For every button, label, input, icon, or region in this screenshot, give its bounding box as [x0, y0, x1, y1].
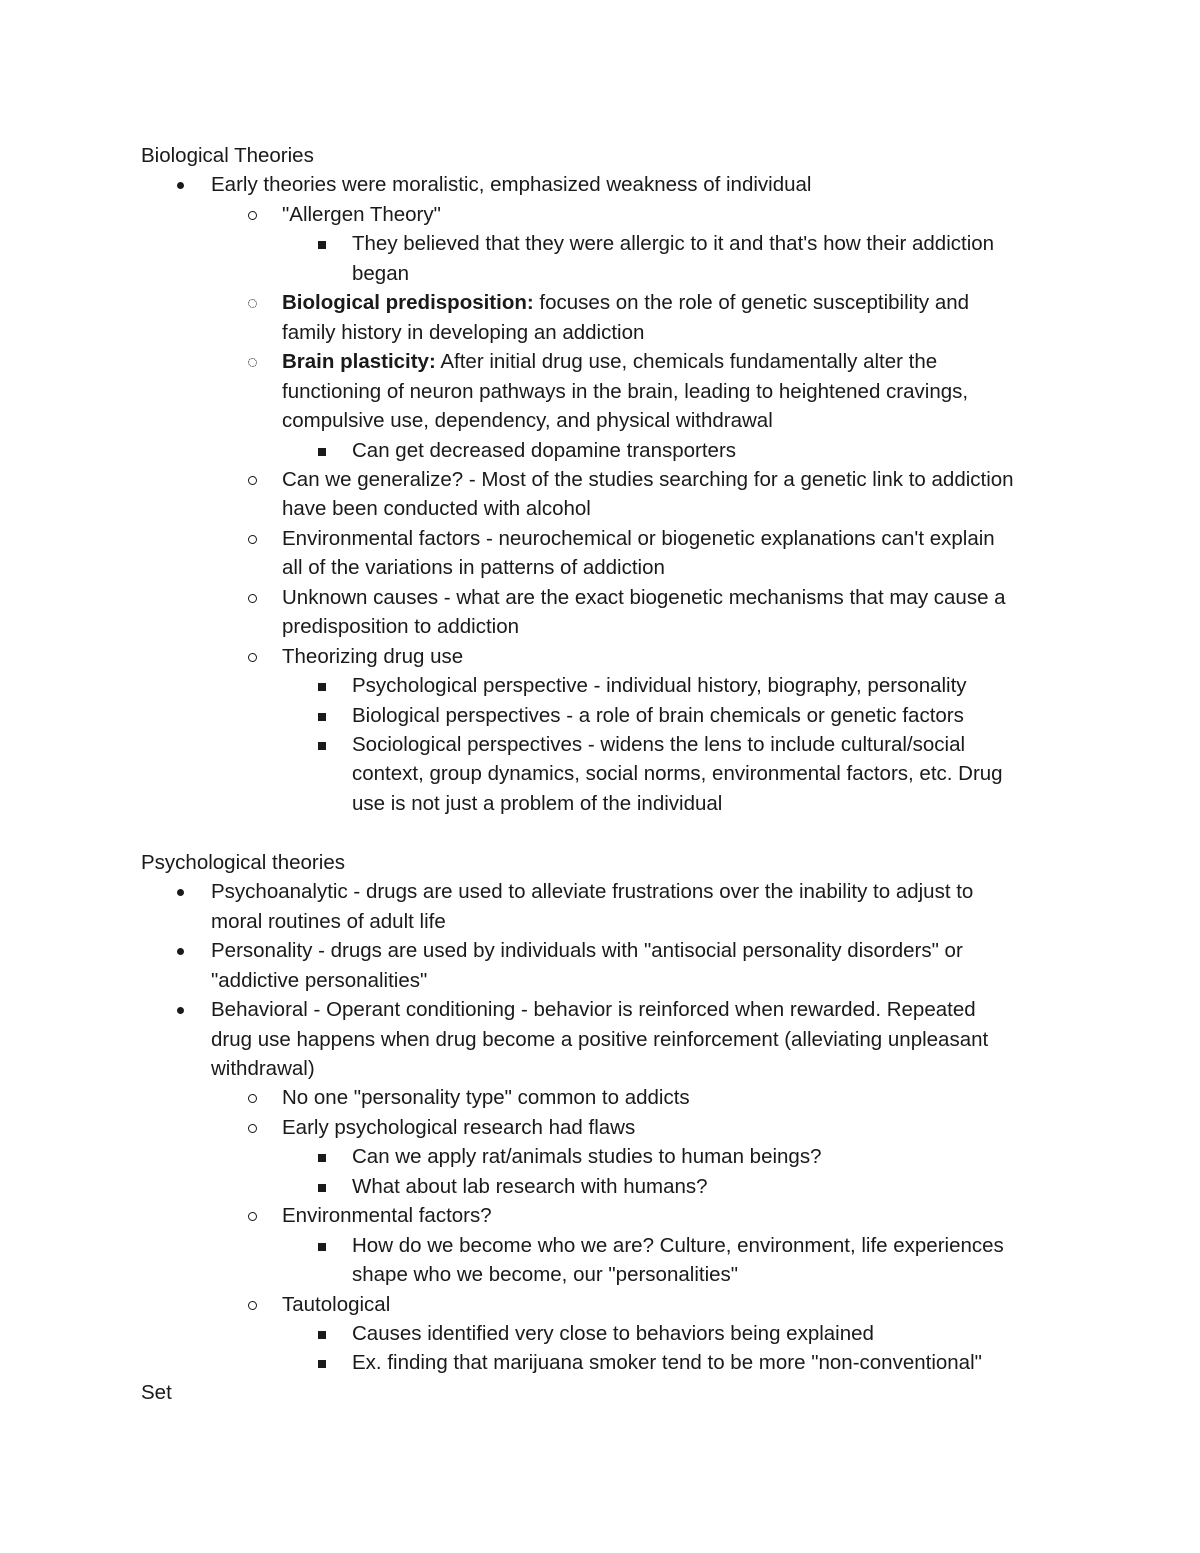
list-item-text — [282, 406, 773, 436]
list-item-body: began — [352, 261, 410, 285]
list-item-text — [282, 1083, 690, 1113]
list-item-body: They believed that they were allergic to it and that's how their addiction — [352, 232, 995, 256]
list-item-continuation — [0, 759, 1200, 789]
list-item-text — [282, 465, 1014, 495]
list-item-text — [352, 1348, 982, 1378]
bullet-circle-icon — [248, 1094, 257, 1103]
list-item — [0, 701, 1200, 731]
list-item — [0, 877, 1200, 907]
list-item-body: Can we generalize? - Most of the studies searching for a genetic link to addiction — [282, 467, 1014, 491]
list-item — [0, 583, 1200, 613]
list-item-body: predisposition to addiction — [282, 615, 520, 639]
list-item-body: Personality - drugs are used by individuals with "antisocial personality disorders" or — [211, 939, 963, 963]
list-item-text — [352, 1260, 738, 1290]
list-item-continuation — [0, 612, 1200, 642]
list-item — [0, 1290, 1200, 1320]
list-item — [0, 524, 1200, 554]
list-item-continuation — [0, 377, 1200, 407]
bullet-disc-icon — [177, 1007, 184, 1014]
list-item — [0, 671, 1200, 701]
bullet-square-icon — [318, 1154, 326, 1162]
list-item — [0, 936, 1200, 966]
list-item — [0, 642, 1200, 672]
list-item-body: drug use happens when drug become a positive reinforcement (alleviating unpleasant — [211, 1027, 989, 1051]
list-item-body: Early psychological research had flaws — [282, 1115, 636, 1139]
list-item — [0, 1319, 1200, 1349]
bullet-circle-icon — [248, 535, 257, 544]
list-item-text — [352, 259, 409, 289]
list-item-body: "Allergen Theory" — [282, 202, 441, 226]
list-item-body: functioning of neuron pathways in the brain, leading to heightened cravings, — [282, 379, 969, 403]
list-item-text — [282, 318, 644, 348]
list-item-body: compulsive use, dependency, and physical withdrawal — [282, 409, 773, 433]
list-item-text — [282, 1201, 492, 1231]
list-item-body: How do we become who we are? Culture, environment, life experiences — [352, 1233, 1004, 1257]
bullet-disc-icon — [177, 948, 184, 955]
list-item-continuation — [0, 406, 1200, 436]
list-item — [0, 1172, 1200, 1202]
list-item-text — [282, 1113, 635, 1143]
bullet-circle-icon — [248, 1124, 257, 1133]
list-item-body: Psychoanalytic - drugs are used to alleviate frustrations over the inability to adjust to — [211, 880, 974, 904]
list-item-continuation — [0, 553, 1200, 583]
list-item — [0, 1083, 1200, 1113]
list-item-text — [352, 671, 967, 701]
list-item-text — [282, 1290, 390, 1320]
bullet-circle-icon — [248, 476, 257, 485]
term-label: Biological predisposition: — [282, 291, 534, 315]
list-item — [0, 436, 1200, 466]
list-item-text — [282, 553, 665, 583]
list-item — [0, 229, 1200, 259]
list-item-body: family history in developing an addiction — [282, 320, 645, 344]
list-item — [0, 347, 1200, 377]
list-item — [0, 1113, 1200, 1143]
list-item — [0, 200, 1200, 230]
list-item — [0, 1201, 1200, 1231]
bullet-square-icon — [318, 448, 326, 456]
bullet-circle-icon — [248, 653, 257, 662]
list-item-text — [211, 1054, 315, 1084]
list-item-body: Unknown causes - what are the exact biogenetic mechanisms that may cause a — [282, 585, 1006, 609]
list-item-body: Tautological — [282, 1292, 391, 1316]
list-item-body: Can we apply rat/animals studies to human beings? — [352, 1145, 822, 1169]
list-item-text — [211, 170, 811, 200]
list-item-text — [352, 1142, 822, 1172]
list-item-continuation — [0, 789, 1200, 819]
list-item — [0, 1231, 1200, 1261]
bullet-square-icon — [318, 241, 326, 249]
list-item-continuation — [0, 1260, 1200, 1290]
list-item-body: have been conducted with alcohol — [282, 497, 591, 521]
list-item-body: Causes identified very close to behaviors being explained — [352, 1322, 874, 1345]
section-heading — [0, 141, 1200, 171]
section-heading-text: Psychological theories — [141, 850, 345, 874]
term-label: Brain plasticity: — [282, 350, 436, 374]
list-item-text — [352, 701, 964, 731]
section-heading — [0, 1378, 1200, 1408]
list-item-body: After initial drug use, chemicals fundamentally alter the — [435, 350, 938, 374]
list-item-continuation — [0, 494, 1200, 524]
list-item-body: Behavioral - Operant conditioning - behavior is reinforced when rewarded. Repeated — [211, 998, 976, 1022]
list-item — [0, 170, 1200, 200]
list-item-body: moral routines of adult life — [211, 909, 446, 933]
bullet-dotted-circle-icon — [248, 358, 257, 367]
list-item-body: Ex. finding that marijuana smoker tend to be more "non-conventional" — [352, 1351, 982, 1375]
list-item-continuation — [0, 907, 1200, 937]
list-item-text — [211, 995, 976, 1025]
bullet-circle-icon — [248, 1301, 257, 1310]
list-item-text — [282, 642, 463, 672]
list-item-continuation — [0, 318, 1200, 348]
list-item-body: Biological perspectives - a role of brain chemicals or genetic factors — [352, 703, 964, 727]
list-item-body: all of the variations in patterns of addiction — [282, 556, 665, 580]
list-item — [0, 995, 1200, 1025]
bullet-circle-icon — [248, 1212, 257, 1221]
bullet-square-icon — [318, 713, 326, 721]
bullet-square-icon — [318, 683, 326, 691]
list-item-body: Theorizing drug use — [282, 644, 464, 668]
list-item — [0, 465, 1200, 495]
list-item-body: No one "personality type" common to addicts — [282, 1086, 690, 1110]
list-item-continuation — [0, 966, 1200, 996]
list-item-text — [211, 966, 427, 996]
section-heading — [0, 848, 1200, 878]
list-item-body: context, group dynamics, social norms, environmental factors, etc. Drug — [352, 762, 1003, 786]
list-item-text — [352, 1319, 874, 1349]
list-item-continuation — [0, 1025, 1200, 1055]
list-item-body: Early theories were moralistic, emphasized weakness of individual — [211, 173, 812, 197]
list-item-body: withdrawal) — [211, 1056, 315, 1080]
bullet-square-icon — [318, 1184, 326, 1192]
bullet-square-icon — [318, 1331, 326, 1339]
section-heading-text: Biological Theories — [141, 144, 314, 167]
bullet-dotted-circle-icon — [248, 299, 257, 308]
list-item-text — [211, 1025, 988, 1055]
bullet-square-icon — [318, 1243, 326, 1251]
list-item-text — [282, 200, 441, 230]
list-item-body: focuses on the role of genetic susceptibility and — [533, 291, 970, 315]
bullet-disc-icon — [177, 889, 184, 896]
list-item-body: What about lab research with humans? — [352, 1174, 708, 1198]
list-item-continuation — [0, 1054, 1200, 1084]
list-item-text — [352, 789, 722, 819]
list-item-text — [282, 524, 995, 554]
list-item — [0, 1142, 1200, 1172]
bullet-square-icon — [318, 742, 326, 750]
bullet-disc-icon — [177, 182, 184, 189]
list-item-text — [282, 377, 968, 407]
list-item-text — [282, 347, 937, 377]
list-item-text — [211, 907, 446, 937]
list-item-text — [352, 759, 1003, 789]
list-item — [0, 1348, 1200, 1378]
list-item-continuation — [0, 259, 1200, 289]
bullet-circle-icon — [248, 594, 257, 603]
list-item-text — [352, 1231, 1004, 1261]
list-item-body: Sociological perspectives - widens the lens to include cultural/social — [352, 733, 966, 756]
list-item-text — [211, 877, 973, 907]
list-item-body: Environmental factors - neurochemical or biogenetic explanations can't explain — [282, 526, 995, 550]
list-item-text — [352, 436, 736, 466]
bullet-circle-icon — [248, 211, 257, 220]
list-item-body: Environmental factors? — [282, 1204, 492, 1228]
section-heading-text: Set — [141, 1380, 172, 1404]
list-item-text — [211, 936, 963, 966]
list-item-text — [282, 583, 1006, 613]
bullet-square-icon — [318, 1360, 326, 1368]
list-item-text — [352, 730, 965, 760]
list-item-body: shape who we become, our "personalities" — [352, 1263, 739, 1287]
list-item-text — [352, 1172, 708, 1202]
list-item-text — [282, 288, 969, 318]
list-item-body: use is not just a problem of the individual — [352, 791, 723, 815]
list-item-body: Can get decreased dopamine transporters — [352, 438, 737, 462]
list-item — [0, 730, 1200, 760]
list-item-body: "addictive personalities" — [211, 968, 428, 992]
list-item-text — [352, 229, 994, 259]
list-item-text — [282, 494, 591, 524]
list-item-text — [282, 612, 519, 642]
list-item-body: Psychological perspective - individual history, biography, personality — [352, 674, 967, 698]
list-item — [0, 288, 1200, 318]
